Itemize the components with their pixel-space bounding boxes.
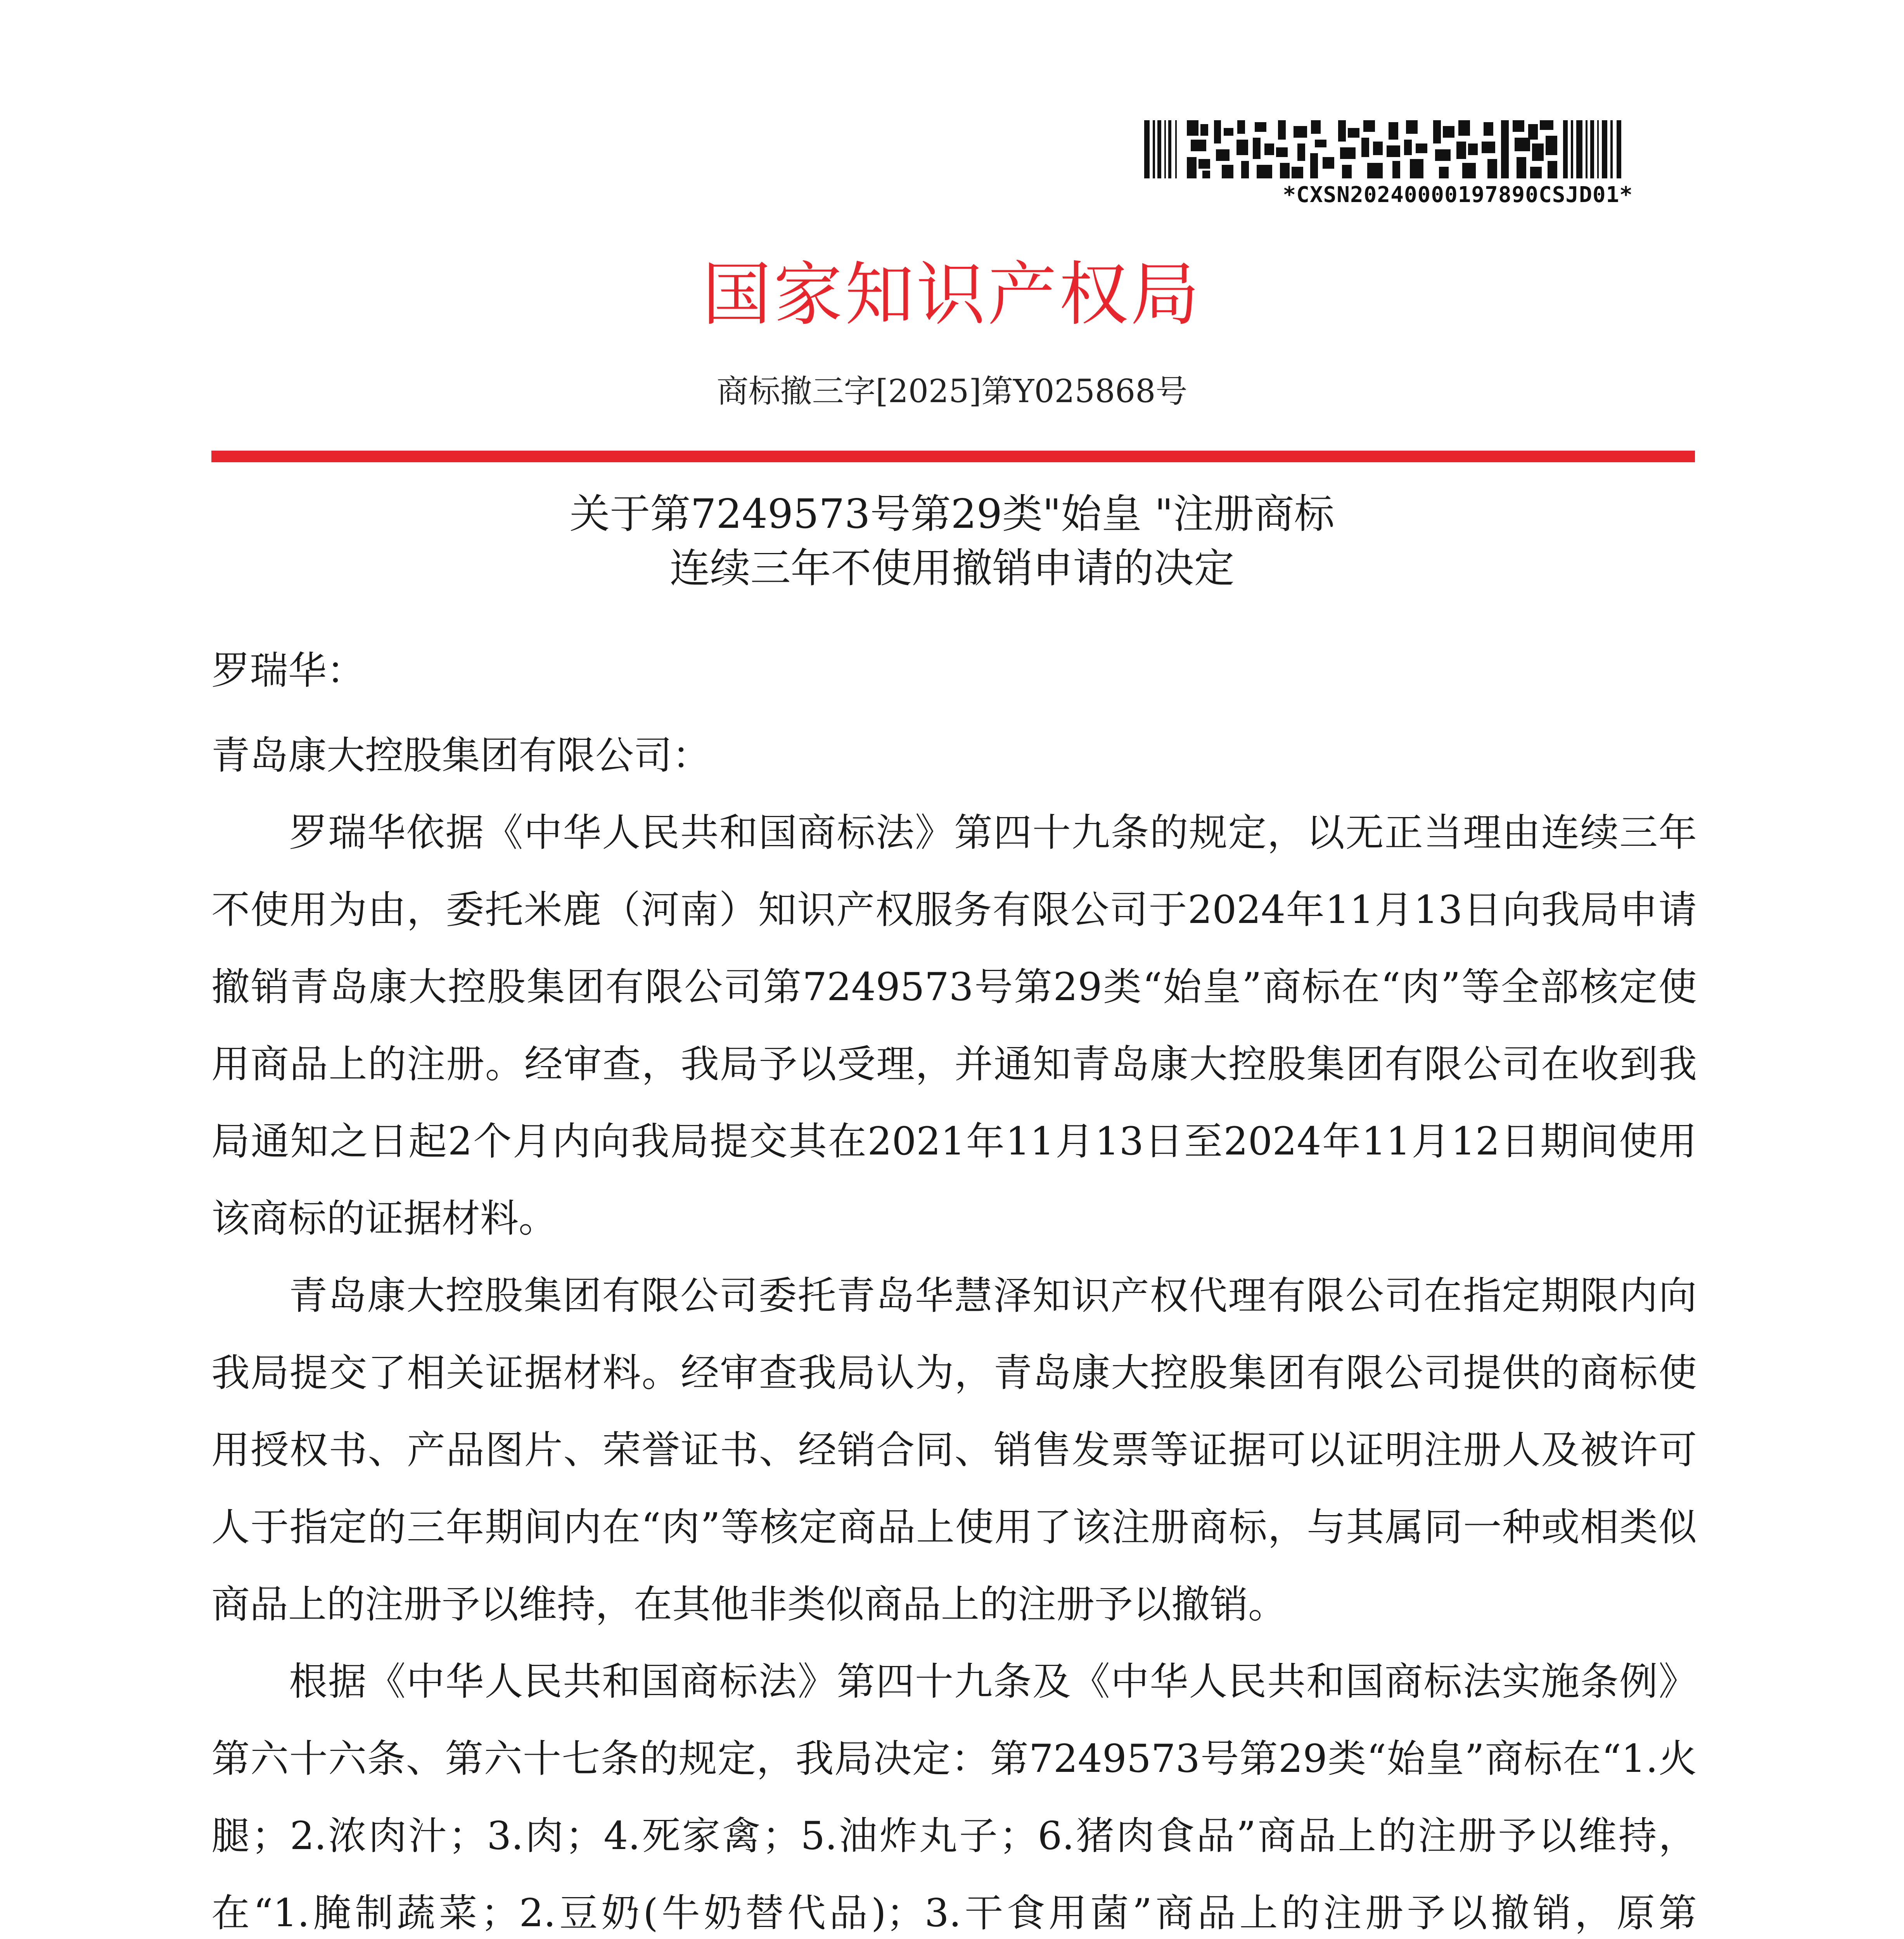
paragraph-decision: 根据《中华人民共和国商标法》第四十九条及《中华人民共和国商标法实施条例》第六十六条、第六十七条的规定，我局决定：第7249573号第29类“始皇”商标在“1.火腿；2.浓肉汁；3.肉；4.死家禽；5.油炸丸子；6.猪肉食品”商品上的注册予以维持，在“1.腌制蔬菜；2.豆奶(牛奶替代品)；3.干食用菌”商品上的注册予以撤销，原第 — [211, 1659, 1697, 1936]
decision-title-line-1: 关于第7249573号第29类"始皇 "注册商标 — [569, 490, 1335, 537]
addressee-registrant: 青岛康大控股集团有限公司： — [211, 733, 711, 778]
issuing-authority-title: 国家知识产权局 — [702, 254, 1202, 335]
decision-title — [0, 487, 1904, 595]
addressee-applicant: 罗瑞华： — [211, 648, 365, 693]
barcode-graphic — [1144, 120, 1623, 178]
decision-title-line-2: 连续三年不使用撤销申请的决定 — [669, 544, 1235, 592]
paragraph-evidence: 青岛康大控股集团有限公司委托青岛华慧泽知识产权代理有限公司在指定期限内向我局提交了相关证据材料。经审查我局认为，青岛康大控股集团有限公司提供的商标使用授权书、产品图片、荣誉证书、经销合同、销售发票等证据可以证明注册人及被许可人于指定的三年期间内在“肉”等核定商品上使用了该注册商标，与其属同一种或相类似商品上的注册予以维持，在其他非类似商品上的注册予以撤销。 — [211, 1274, 1697, 1627]
document-number: 商标撤三字[2025]第Y025868号 — [716, 373, 1188, 410]
red-divider-rule — [211, 451, 1695, 462]
paragraph-application: 罗瑞华依据《中华人民共和国商标法》第四十九条的规定，以无正当理由连续三年不使用为由，委托米鹿（河南）知识产权服务有限公司于2024年11月13日向我局申请撤销青岛康大控股集团有限公司第7249573号第29类“始皇”商标在“肉”等全部核定使用商品上的注册。经审查，我局予以受理，并通知青岛康大控股集团有限公司在收到我局通知之日起2个月内向我局提交其在2021年11月13日至2024年11月12日期间使用该商标的证据材料。 — [211, 811, 1697, 1241]
barcode-number: *CXSN20240000197890CSJD01* — [1283, 182, 1633, 207]
document-body — [211, 632, 1697, 1939]
